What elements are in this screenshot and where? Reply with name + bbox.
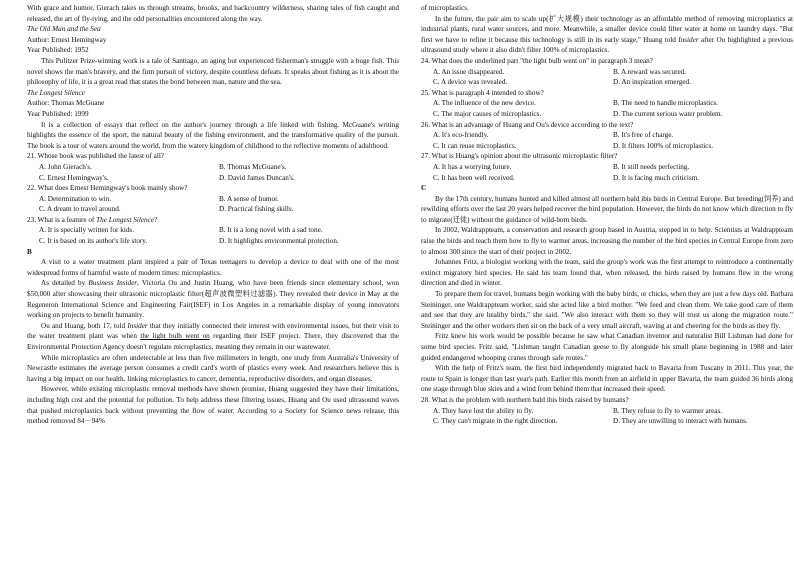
text-run: after Ou highlighted a previous ultrasound study where it also didn't filter 100% of microplastics. [421, 35, 793, 55]
book-author: Author: Ernest Hemingway [27, 35, 107, 44]
option-b: B. It still needs perfecting. [613, 162, 690, 171]
question-stem-text: 23. What is a feature of [27, 215, 97, 224]
passage-b-paragraph: However, while existing microplastic removal methods have shown promise, Huang suggested they have their limitations, including high cost and the potential for pollution. To help address these filtering issues, Huang and Ou used ultrasound waves that pushed microplastics back without preventing the flow of water. According to a Society for Science news release, this method removed 84－94% [27, 385, 399, 426]
option-d: D. David James Duncan's. [219, 173, 295, 182]
option-a: A. It is specially written for kids. [39, 226, 135, 235]
passage-c-paragraph: By the 17th century, humans hunted and killed almost all northern bald ibis birds in Central Europe. But breeding(饲养) and rewilding efforts over the last 20 years helped recover the bird population. However, the birds do not know which direction to fly to migrate(迁徙) without the guidance of wild-born birds. [421, 194, 793, 224]
option-c: C. It can reuse microplastics. [433, 141, 517, 150]
question-stem: 25. What is paragraph 4 intended to show? [421, 88, 544, 97]
left-column [27, 3, 399, 427]
book-description: This Pulitzer Prize-winning work is a tale of Santiago, an aging but experienced fisherman's struggle with a huge fish. This novel shows the man's bravery, and the firm pursuit of victory, despite countless defeats. It speaks about fishing as it is about the philosophy of life, it is a great read that states the bond between man, nature and the sea. [27, 56, 399, 87]
option-d: D. They are unwilling to interact with humans. [613, 417, 748, 426]
passage-c-paragraph: With the help of Fritz's team, the first bird independently migrated back to Bavaria from Tuscany in 2011. This year, the route to Spain is longer than last year's path. Earlier this month from an airfield in upper Bavaria, the team guided 36 birds along one stage through blue skies and a wind from behind them that increased their speed. [421, 364, 793, 394]
question-stem: 27. What is Huang's opinion about the ultrasonic microplastic filter? [421, 152, 618, 161]
passage-c-paragraph: In 2002, Waldrappteam, a conservation and research group based in Austria, stepped in to help. Scientists at Waldrappteam raise the birds and teach them how to fly to warmer areas, increasing the number of the bird species in Central Europe from zero to almost 300 since the start of their project in 2002. [421, 226, 793, 256]
option-d: D. An inspiration emerged. [613, 78, 691, 87]
passage-b-paragraph [27, 278, 399, 320]
option-c: C. Ernest Hemingway's. [39, 173, 109, 182]
passage-c-paragraph: Fritz knew his work would be possible because he saw what Canadian inventor and naturalist Bill Lishman had done for some bird species. Fritz said, "Lishman taught Canadian geese to fly alongside his small plane beginning in 1988 and later guided endangered whooping cranes through safe routes." [421, 332, 793, 362]
passage-c-paragraph: Johannes Fritz, a biologist working with the team, said the group's work was the first attempt to reintroduce a continentally extinct migratory bird species. He said his team found that, when released, the birds raised by humans flew in the wrong direction and died in winter. [421, 258, 793, 288]
question-stem [27, 215, 399, 226]
option-b: B. It's free of charge. [613, 131, 674, 140]
question-stem: 28. What is the problem with northern bald ibis birds raised by humans? [421, 395, 629, 404]
source-name: Insider [678, 35, 699, 44]
section-c-heading: C [421, 184, 427, 193]
question-stem: 26. What is an advantage of Huang and Ou's device according to the text? [421, 120, 634, 129]
option-a: A. They have lost the ability to fly. [433, 406, 534, 415]
text-run: Ou and Huang, both 17, told [41, 321, 128, 330]
option-d: D. The current serious water problem. [613, 109, 723, 118]
option-a: A. Determination to win. [39, 194, 112, 203]
question-stem: 21. Whose book was published the latest of all? [27, 152, 165, 161]
option-a: A. An issue disappeared. [433, 67, 505, 76]
option-a: A. The influence of the new device. [433, 99, 536, 108]
passage-c-paragraph: To prepare them for travel, humans begin working with the baby birds, or chicks, when they are just a few days old. Barbara Steininger, one Waldrappteam worker, said she acted like a bird mother. "We feed and clean them. We take good care of them and see that they are healthy birds," she said. "We also interact with them so they will trust us along the migration route." Steininger and the other workers then sit on the back of a very small aircraft, waving at and cheering for the birds as they fly. [421, 290, 793, 330]
option-b: B. A sense of humor. [219, 194, 279, 203]
option-b: B. Thomas McGuane's. [219, 162, 287, 171]
option-c: C. It is based on its author's life story. [39, 237, 148, 246]
book-description: It is a collection of essays that reflect on the author's journey through a life linked with fishing. McGuane's writing highlights the essence of the sport, the natural beauty of the fishing environment, and the transformative quality of the pursuit. The book is a tour of waters around the world, from the watery kingdom of childhood to the reflective moments of adulthood. [27, 120, 399, 150]
source-name: Insider [127, 321, 148, 330]
option-c: C. They can't migrate in the right direction. [433, 417, 558, 426]
question-24 [421, 56, 793, 88]
passage-b-paragraph: of microplastics. [421, 4, 469, 12]
text-run: As detailed by [41, 279, 89, 288]
question-28 [421, 395, 793, 427]
option-a: A. John Gierach's. [39, 162, 92, 171]
option-d: D. It highlights environmental protection. [219, 237, 339, 246]
question-stem: 22. What does Ernest Hemingway's book mainly show? [27, 184, 188, 193]
question-stem-end: ? [154, 215, 158, 224]
passage-b-paragraph [421, 14, 793, 56]
right-column [421, 3, 793, 427]
option-a: A. It's eco-friendly. [433, 131, 489, 140]
option-d: D. It is facing much criticism. [613, 173, 700, 182]
book-year: Year Published: 1999 [27, 109, 89, 118]
source-name: Business Insider [88, 279, 138, 288]
question-22 [27, 183, 399, 215]
passage-b-paragraph: While microplastics are often undetectable at less than five millimeters in length, one study from Australia's University of Newcastle estimates the average person consumes a credit card's worth of plastics every week. And researchers believe this is having a big impact on our health, linking microplastics to cancer, dementia, reproductive disorders, and organ diseases. [27, 353, 399, 383]
intro-tail-paragraph: With grace and humor, Gierach takes us through streams, brooks, and backcountry wilderness, sharing tales of fish caught and released, the art of fly-tying, and the odd personalities encountered along the way. [27, 4, 399, 23]
book-title: The Longest Silence [27, 88, 85, 97]
book-author: Author: Thomas McGuane [27, 99, 105, 108]
underlined-phrase: the light bulb went on [140, 332, 210, 341]
question-26 [421, 120, 793, 152]
section-b-heading: B [27, 247, 32, 256]
question-book-title: The Longest Silence [96, 215, 155, 224]
text-run: In the future, the pair aim to scale up(扩大规模) their technology as an affordable method of removing microplastics at industrial plants, rural water sources, and more. Meanwhile, a smaller device could filter water at home on laundry days. "But first we have to refine it because this technology is still in its early stage," Huang told [421, 14, 793, 44]
option-b: B. They refuse to fly to warmer areas. [613, 406, 723, 415]
text-run: , Victoria Ou and Justin Huang, who have been friends since elementary school, won $50,000 after showcasing their ultrasonic microplastic filter(超声波微塑料过滤器). They revealed their device in May at the Regeneron International Science and Engineering Fair(ISEF) in Los Angeles in a remarkable display of young innovators working on projects to benefit humanity. [27, 279, 399, 320]
option-b: B. The need to handle microplastics. [613, 99, 719, 108]
option-a: A. It has a worrying future. [433, 162, 512, 171]
option-c: C. A dream to travel around. [39, 205, 121, 214]
passage-b-paragraph [27, 321, 399, 353]
option-d: D. Practical fishing skills. [219, 205, 294, 214]
question-25 [421, 88, 793, 120]
question-23 [27, 215, 399, 247]
text-run: that they initially connected their interest with environmental issues, but their visit to the water treatment plant was when [27, 321, 399, 341]
option-d: D. It filters 100% of microplastics. [613, 141, 714, 150]
text-run: regarding their ISEF project. There, they discovered that the Environmental Protection Agency doesn't regulate microplastics, meaning they remain in our wastewater. [27, 332, 399, 351]
option-c: C. It has been well received. [433, 173, 515, 182]
option-b: B. It is a long novel with a sad tone. [219, 226, 323, 235]
option-b: B. A reward was secured. [613, 67, 687, 76]
book-year: Year Published: 1952 [27, 46, 89, 55]
question-27 [421, 151, 793, 183]
option-c: C. The major causes of microplastics. [433, 109, 542, 118]
question-stem: 24. What does the underlined part "the light bulb went on" in paragraph 3 mean? [421, 56, 653, 65]
option-c: C. A device was revealed. [433, 78, 508, 87]
book-title: The Old Man and the Sea [27, 25, 101, 34]
question-21 [27, 151, 399, 183]
passage-b-paragraph: A visit to a water treatment plant inspired a pair of Texas teenagers to develop a device to deal with one of the most widespread forms of harmful waste of modern times: microplastics. [27, 258, 399, 277]
